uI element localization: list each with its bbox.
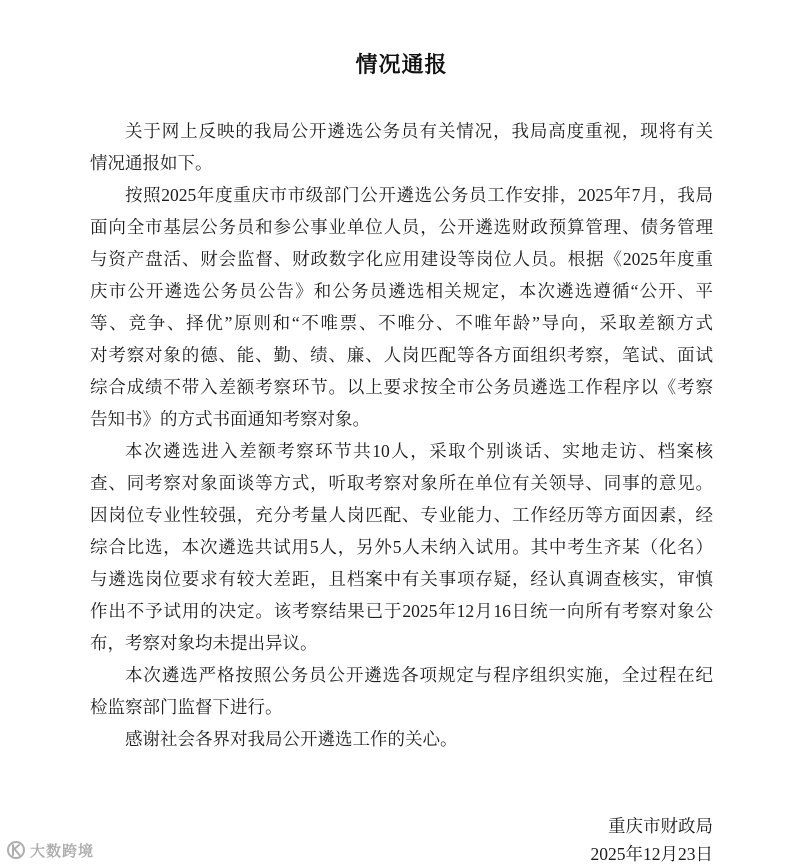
signature-date: 2025年12月23日: [590, 844, 713, 864]
paragraph: [90, 723, 713, 755]
paragraph-line: 作出不予试用的决定。该考察结果已于2025年12月16日统一向所有考察对象公: [90, 601, 713, 621]
paragraph-line: 庆市公开遴选公务员公告》和公务员遴选相关规定，本次遴选遵循“公开、平: [90, 281, 713, 301]
paragraph-line: 与资产盘活、财会监督、财政数字化应用建设等岗位人员。根据《2025年度重: [90, 249, 713, 269]
paragraph-line: 本次遴选严格按照公务员公开遴选各项规定与程序组织实施，全过程在纪: [125, 665, 713, 685]
signature-issuer: 重庆市财政局: [608, 816, 713, 836]
paragraph-line: 与遴选岗位要求有较大差距，且档案中有关事项存疑，经认真调查核实，审慎: [90, 569, 713, 589]
document-body: [90, 115, 713, 755]
paragraph-line: 因岗位专业性较强，充分考量人岗匹配、专业能力、工作经历等方面因素，经: [90, 505, 713, 525]
paragraph-line: 面向全市基层公务员和参公事业单位人员，公开遴选财政预算管理、债务管理: [90, 217, 713, 237]
watermark-text: 大数跨境: [30, 841, 95, 860]
page-title: 情况通报: [355, 52, 448, 78]
paragraph-line: 综合成绩不带入差额考察环节。以上要求按全市公务员遴选工作程序以《考察: [90, 377, 713, 397]
paragraph-line: 查、同考察对象面谈等方式，听取考察对象所在单位有关领导、同事的意见。: [90, 473, 713, 493]
paragraph-line: 本次遴选进入差额考察环节共10人，采取个别谈话、实地走访、档案核: [125, 441, 713, 461]
paragraph-line: 等、竞争、择优”原则和“不唯票、不唯分、不唯年龄”导向，采取差额方式: [90, 313, 713, 333]
paragraph-line: 关于网上反映的我局公开遴选公务员有关情况，我局高度重视，现将有关: [125, 121, 713, 141]
paragraph-line: 情况通报如下。: [90, 153, 213, 173]
paragraph-line: 按照2025年度重庆市市级部门公开遴选公务员工作安排，2025年7月，我局: [125, 185, 713, 205]
paragraph-line: 告知书》的方式书面通知考察对象。: [90, 409, 370, 429]
paragraph-line: 对考察对象的德、能、勤、绩、廉、人岗匹配等各方面组织考察，笔试、面试: [90, 345, 713, 365]
watermark-logo-icon: [6, 840, 26, 860]
paragraph: [90, 435, 713, 659]
watermark: [6, 839, 94, 861]
paragraph: [90, 659, 713, 723]
paragraph-line: 检监察部门监督下进行。: [90, 697, 283, 717]
paragraph: [90, 115, 713, 179]
paragraph-line: 感谢社会各界对我局公开遴选工作的关心。: [125, 729, 458, 749]
paragraph: [90, 179, 713, 435]
paragraph-line: 综合比选，本次遴选共试用5人，另外5人未纳入试用。其中考生齐某（化名）: [90, 537, 713, 557]
paragraph-line: 布，考察对象均未提出异议。: [90, 633, 318, 653]
